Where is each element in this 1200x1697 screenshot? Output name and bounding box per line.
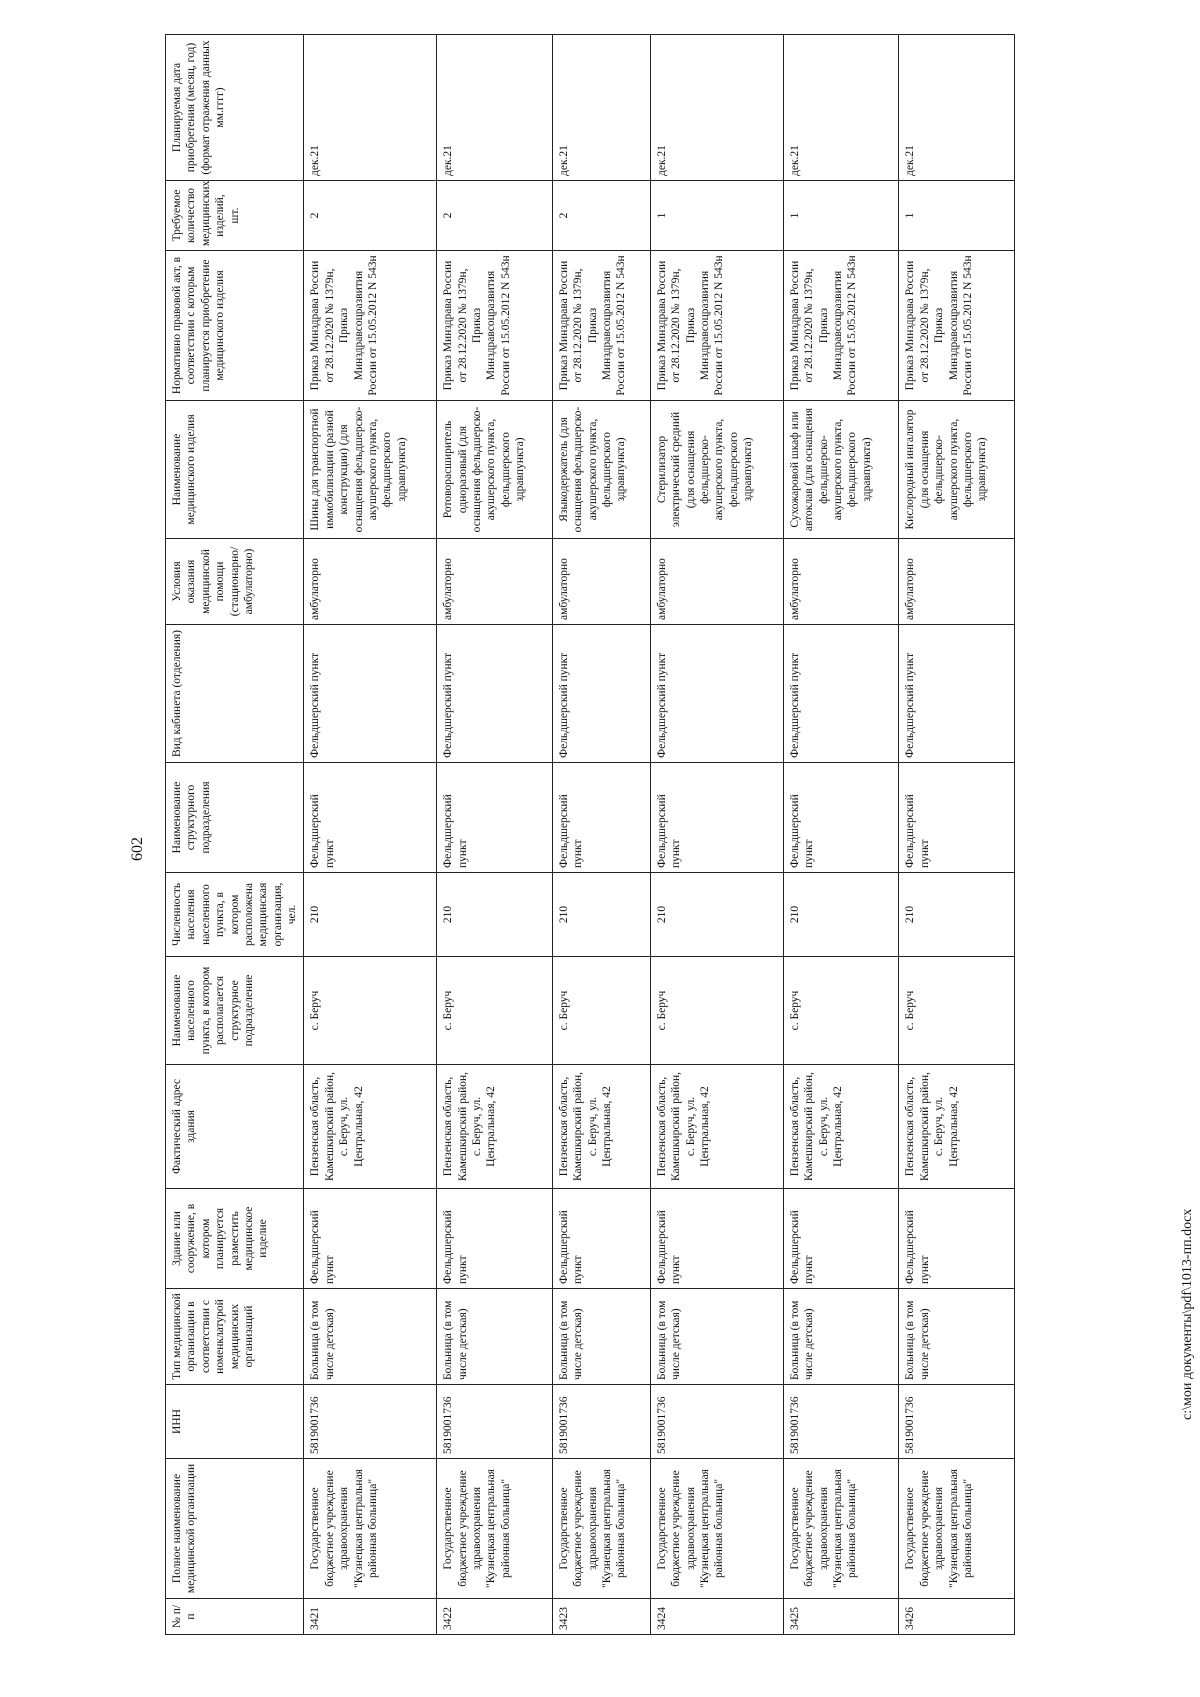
header-qty: Требуемое количество медицинских изделий, шт. [166, 181, 304, 251]
cell-date: дек.21 [304, 35, 437, 181]
header-date: Планируемая дата приобретения (месяц, год) (формат отражения данных мм.гггг) [166, 35, 304, 181]
cell-num: 3425 [783, 1599, 899, 1635]
cell-address: Пензенская область, Камешкирский район, с. Беруч, ул. Центральная, 42 [783, 1065, 899, 1189]
cell-conditions: амбулаторно [783, 539, 899, 625]
cell-conditions: амбулаторно [899, 539, 1015, 625]
cell-device: Кислородный ингалятор (для оснащения фельдшерско-акушерского пункта, фельдшерского здравпункта) [899, 401, 1015, 539]
cell-date: дек.21 [552, 35, 650, 181]
cell-device: Ротоворасширитель одноразовый (для оснащения фельдшерско-акушерского пункта, фельдшерского здравпункта) [437, 401, 553, 539]
cell-org: Государственное бюджетное учреждение здравоохранения "Кузнецкая центральная районная больница" [552, 1459, 650, 1599]
cell-division: Фельдшерский пункт [437, 763, 553, 873]
cell-device: Стерилизатор электрический средний (для оснащения фельдшерско-акушерского пункта, фельдшерского здравпункта) [650, 401, 783, 539]
rotated-table-region [165, 35, 1015, 1635]
header-division: Наименование структурного подразделения [166, 763, 304, 873]
cell-org: Государственное бюджетное учреждение здравоохранения "Кузнецкая центральная районная больница" [650, 1459, 783, 1599]
cell-conditions: амбулаторно [437, 539, 553, 625]
cell-qty: 1 [650, 181, 783, 251]
cell-inn: 5819001736 [783, 1385, 899, 1459]
cell-qty: 2 [552, 181, 650, 251]
cell-type: Больница (в том числе детская) [650, 1289, 783, 1385]
cell-cabinet: Фельдшерский пункт [650, 625, 783, 763]
cell-population: 210 [552, 873, 650, 957]
cell-settlement: с. Беруч [899, 957, 1015, 1065]
cell-qty: 1 [783, 181, 899, 251]
table-row [304, 35, 437, 1635]
cell-address: Пензенская область, Камешкирский район, с. Беруч, ул. Центральная, 42 [552, 1065, 650, 1189]
cell-settlement: с. Беруч [650, 957, 783, 1065]
cell-org: Государственное бюджетное учреждение здравоохранения "Кузнецкая центральная районная больница" [437, 1459, 553, 1599]
cell-inn: 5819001736 [899, 1385, 1015, 1459]
cell-address: Пензенская область, Камешкирский район, с. Беруч, ул. Центральная, 42 [650, 1065, 783, 1189]
cell-device: Языкодержатель (для оснащения фельдшерско-акушерского пункта, фельдшерского здравпункта) [552, 401, 650, 539]
cell-cabinet: Фельдшерский пункт [304, 625, 437, 763]
cell-qty: 2 [304, 181, 437, 251]
table-row [437, 35, 553, 1635]
cell-conditions: амбулаторно [650, 539, 783, 625]
table-header-row [166, 35, 304, 1635]
cell-inn: 5819001736 [650, 1385, 783, 1459]
header-conditions: Условия оказания медицинской помощи (стационарно/амбулаторно) [166, 539, 304, 625]
cell-device: Сухожаровой шкаф или автоклав (для оснащения фельдшерско-акушерского пункта, фельдшерского здравпункта) [783, 401, 899, 539]
footer-file-path: c:\мои документы\pdf\1013-пп.docx [1180, 1208, 1195, 1420]
cell-address: Пензенская область, Камешкирский район, с. Беруч, ул. Центральная, 42 [899, 1065, 1015, 1189]
cell-population: 210 [783, 873, 899, 957]
cell-org: Государственное бюджетное учреждение здравоохранения "Кузнецкая центральная районная больница" [304, 1459, 437, 1599]
cell-settlement: с. Беруч [783, 957, 899, 1065]
cell-type: Больница (в том числе детская) [899, 1289, 1015, 1385]
cell-type: Больница (в том числе детская) [552, 1289, 650, 1385]
header-cabinet: Вид кабинета (отделения) [166, 625, 304, 763]
header-population: Численность населения населенного пункта, в котором расположена медицинская организация, чел. [166, 873, 304, 957]
cell-type: Больница (в том числе детская) [304, 1289, 437, 1385]
cell-division: Фельдшерский пункт [899, 763, 1015, 873]
table-row [552, 35, 650, 1635]
cell-act: Приказ Минздрава России от 28.12.2020 № 1379н, Приказ Минздравсоцразвития России от 15.05.2012 N 543н [650, 251, 783, 401]
cell-population: 210 [650, 873, 783, 957]
cell-building: Фельдшерский пункт [650, 1189, 783, 1289]
header-address: Фактический адрес здания [166, 1065, 304, 1189]
cell-date: дек.21 [783, 35, 899, 181]
cell-population: 210 [304, 873, 437, 957]
cell-type: Больница (в том числе детская) [783, 1289, 899, 1385]
cell-org: Государственное бюджетное учреждение здравоохранения "Кузнецкая центральная районная больница" [899, 1459, 1015, 1599]
cell-population: 210 [899, 873, 1015, 957]
cell-type: Больница (в том числе детская) [437, 1289, 553, 1385]
cell-num: 3421 [304, 1599, 437, 1635]
header-type: Тип медицинской организации в соответствии с номенклатурой медицинских организаций [166, 1289, 304, 1385]
cell-num: 3423 [552, 1599, 650, 1635]
cell-building: Фельдшерский пункт [899, 1189, 1015, 1289]
cell-population: 210 [437, 873, 553, 957]
cell-building: Фельдшерский пункт [304, 1189, 437, 1289]
cell-building: Фельдшерский пункт [437, 1189, 553, 1289]
equipment-table [165, 34, 1015, 1635]
cell-division: Фельдшерский пункт [783, 763, 899, 873]
header-act: Нормативно правовой акт, в соответствии с которым планируется приобретение медицинского изделия [166, 251, 304, 401]
cell-num: 3426 [899, 1599, 1015, 1635]
header-device: Наименование медицинского изделия [166, 401, 304, 539]
cell-inn: 5819001736 [304, 1385, 437, 1459]
cell-division: Фельдшерский пункт [304, 763, 437, 873]
cell-act: Приказ Минздрава России от 28.12.2020 № 1379н, Приказ Минздравсоцразвития России от 15.05.2012 N 543н [899, 251, 1015, 401]
cell-address: Пензенская область, Камешкирский район, с. Беруч, ул. Центральная, 42 [437, 1065, 553, 1189]
cell-device: Шины для транспортной иммобилизации (разной конструкции) (для оснащения фельдшерско-акушерского пункта, фельдшерского здравпункта) [304, 401, 437, 539]
cell-cabinet: Фельдшерский пункт [783, 625, 899, 763]
cell-conditions: амбулаторно [304, 539, 437, 625]
table-row [783, 35, 899, 1635]
header-org: Полное наименование медицинской организации [166, 1459, 304, 1599]
page-number: 602 [129, 837, 146, 861]
cell-qty: 2 [437, 181, 553, 251]
header-inn: ИНН [166, 1385, 304, 1459]
header-num: № п/п [166, 1599, 304, 1635]
cell-act: Приказ Минздрава России от 28.12.2020 № 1379н, Приказ Минздравсоцразвития России от 15.05.2012 N 543н [783, 251, 899, 401]
cell-act: Приказ Минздрава России от 28.12.2020 № 1379н, Приказ Минздравсоцразвития России от 15.05.2012 N 543н [552, 251, 650, 401]
cell-num: 3424 [650, 1599, 783, 1635]
cell-date: дек.21 [650, 35, 783, 181]
cell-inn: 5819001736 [552, 1385, 650, 1459]
table-row [899, 35, 1015, 1635]
cell-settlement: с. Беруч [304, 957, 437, 1065]
cell-org: Государственное бюджетное учреждение здравоохранения "Кузнецкая центральная районная больница" [783, 1459, 899, 1599]
cell-address: Пензенская область, Камешкирский район, с. Беруч, ул. Центральная, 42 [304, 1065, 437, 1189]
table-row [650, 35, 783, 1635]
cell-qty: 1 [899, 181, 1015, 251]
cell-act: Приказ Минздрава России от 28.12.2020 № 1379н, Приказ Минздравсоцразвития России от 15.05.2012 N 543н [304, 251, 437, 401]
cell-division: Фельдшерский пункт [552, 763, 650, 873]
cell-conditions: амбулаторно [552, 539, 650, 625]
header-settlement: Наименование населенного пункта, в котором располагается структурное подразделение [166, 957, 304, 1065]
cell-building: Фельдшерский пункт [552, 1189, 650, 1289]
cell-date: дек.21 [437, 35, 553, 181]
cell-date: дек.21 [899, 35, 1015, 181]
cell-building: Фельдшерский пункт [783, 1189, 899, 1289]
cell-num: 3422 [437, 1599, 553, 1635]
cell-cabinet: Фельдшерский пункт [437, 625, 553, 763]
cell-settlement: с. Беруч [437, 957, 553, 1065]
cell-act: Приказ Минздрава России от 28.12.2020 № 1379н, Приказ Минздравсоцразвития России от 15.05.2012 N 543н [437, 251, 553, 401]
cell-inn: 5819001736 [437, 1385, 553, 1459]
cell-settlement: с. Беруч [552, 957, 650, 1065]
header-building: Здание или сооружение, в котором планируется разместить медицинское изделие [166, 1189, 304, 1289]
cell-division: Фельдшерский пункт [650, 763, 783, 873]
cell-cabinet: Фельдшерский пункт [899, 625, 1015, 763]
cell-cabinet: Фельдшерский пункт [552, 625, 650, 763]
